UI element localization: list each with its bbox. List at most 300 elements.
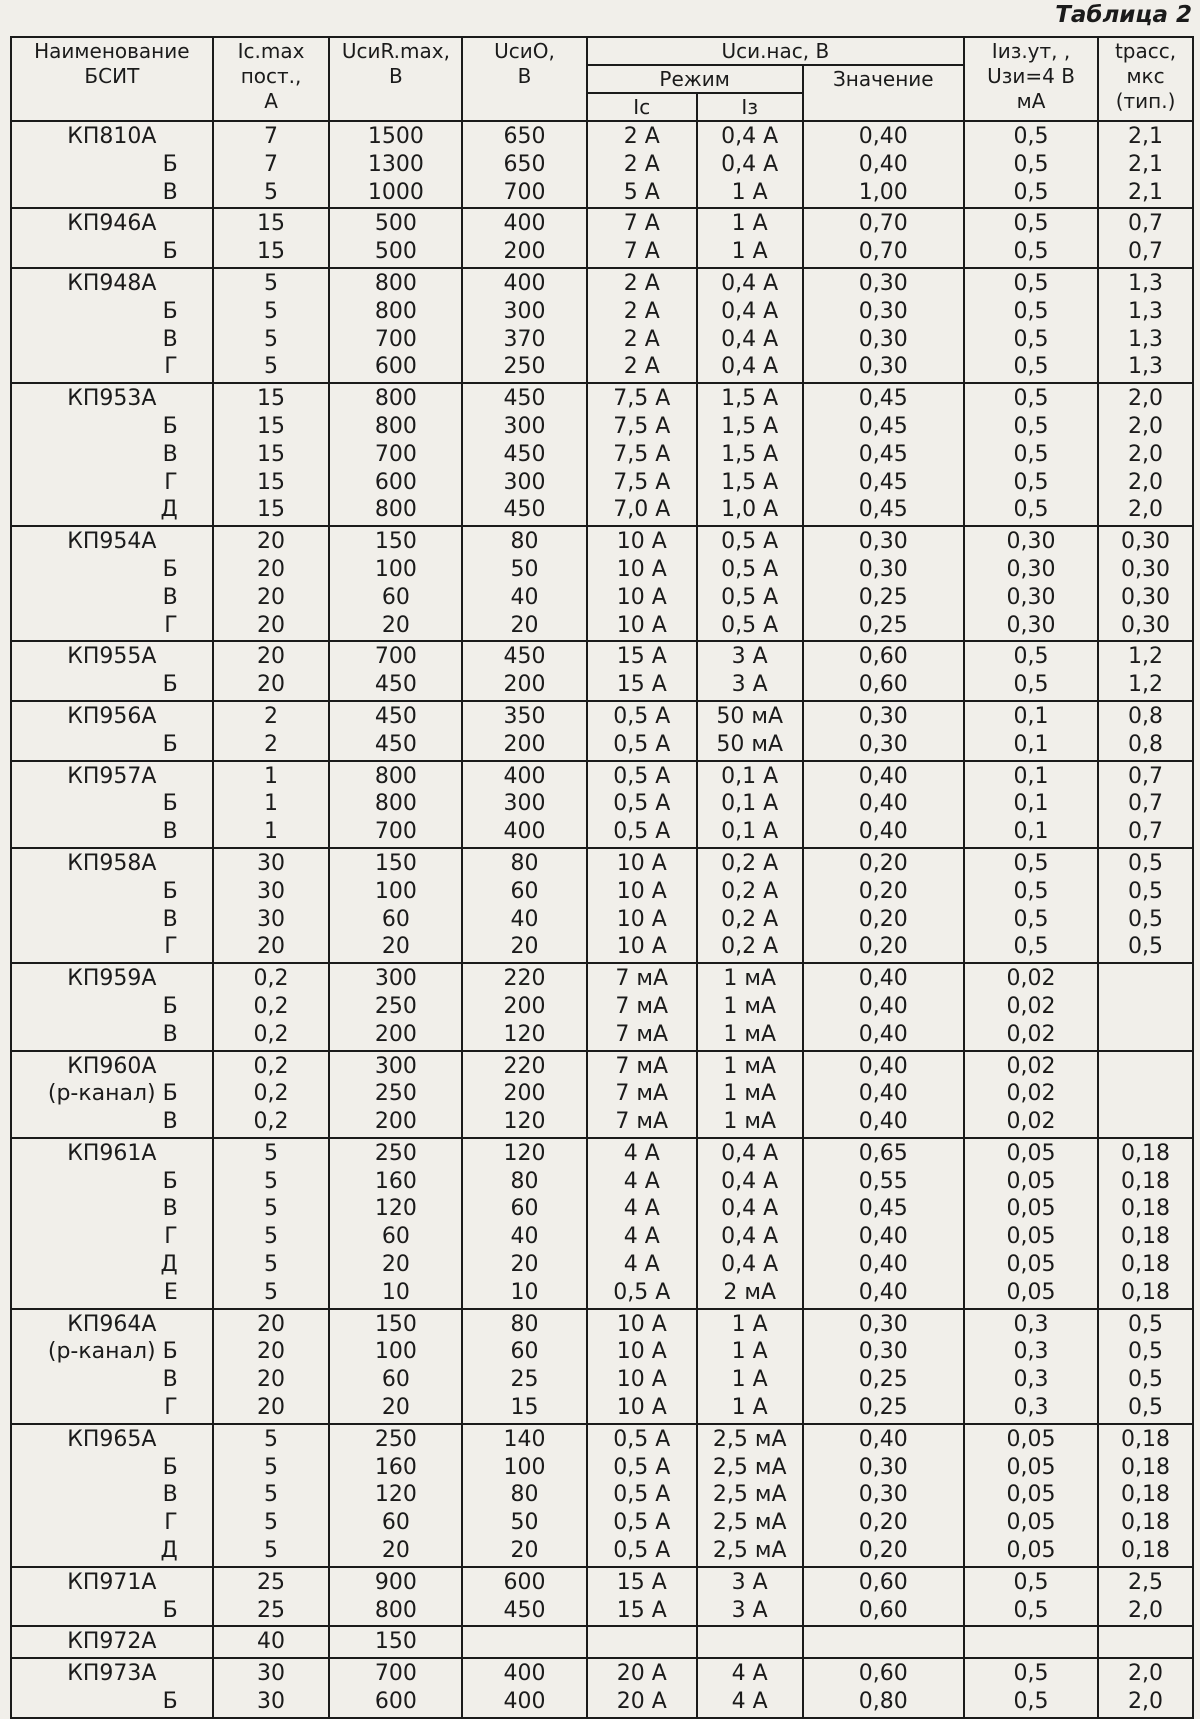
cell-name-line: В bbox=[162, 819, 178, 845]
cell-ic-max bbox=[213, 848, 330, 963]
cell-value-line: 0,40 bbox=[858, 151, 908, 177]
cell-mode-ic-line: 0,5 А bbox=[613, 1482, 671, 1508]
cell-mode-ic-line: 20 А bbox=[616, 1661, 667, 1687]
cell-ucio-line: 200 bbox=[503, 731, 546, 757]
cell-trass bbox=[1098, 1051, 1193, 1138]
cell-ucio-line: 600 bbox=[503, 1569, 546, 1595]
cell-mode-iz-line: 0,5 А bbox=[721, 556, 779, 582]
cell-mode-iz bbox=[697, 1309, 803, 1424]
cell-ucio bbox=[462, 1051, 586, 1138]
cell-mode-iz-line: 0,4 А bbox=[721, 270, 779, 296]
cell-ucio-line: 120 bbox=[503, 1109, 546, 1135]
cell-ucio-line: 80 bbox=[510, 850, 539, 876]
cell-value-line: 0,30 bbox=[858, 1482, 908, 1508]
cell-trass bbox=[1098, 761, 1193, 848]
cell-name-line: Г bbox=[164, 354, 178, 380]
cell-ic-max-line: 20 bbox=[257, 672, 286, 698]
cell-mode-iz-line: 1,5 А bbox=[721, 469, 779, 495]
cell-ucir-max bbox=[329, 1309, 462, 1424]
cell-trass-line: 0,5 bbox=[1128, 1367, 1164, 1393]
cell-value-line: 0,25 bbox=[858, 584, 908, 610]
cell-mode-iz-line: 2,5 мА bbox=[712, 1482, 787, 1508]
cell-ucio-line: 60 bbox=[510, 1196, 539, 1222]
cell-value-line: 0,30 bbox=[858, 1339, 908, 1365]
cell-izut-line: 0,05 bbox=[1006, 1140, 1056, 1166]
cell-ucir-max-line: 100 bbox=[374, 556, 417, 582]
cell-mode-ic-line: 0,5 А bbox=[613, 1279, 671, 1305]
cell-ic-max-line: 15 bbox=[257, 497, 286, 523]
cell-ucir-max-line: 10 bbox=[381, 1279, 410, 1305]
cell-ucir-max bbox=[329, 701, 462, 761]
cell-ic-max-line: 30 bbox=[257, 1661, 286, 1687]
cell-name-line: КП960А bbox=[67, 1053, 157, 1079]
cell-mode-ic bbox=[587, 1309, 697, 1424]
cell-mode-ic-line: 10 А bbox=[616, 878, 667, 904]
cell-mode-ic-line: 0,5 А bbox=[613, 731, 671, 757]
cell-ucio-line: 350 bbox=[503, 703, 546, 729]
cell-value-line: 0,30 bbox=[858, 556, 908, 582]
col-header-mode: Режим bbox=[587, 65, 803, 93]
cell-mode-ic bbox=[587, 1051, 697, 1138]
cell-mode-iz-line: 0,4 А bbox=[721, 1252, 779, 1278]
cell-value bbox=[803, 1051, 964, 1138]
cell-ucio-line: 40 bbox=[510, 584, 539, 610]
cell-izut-line: 0,02 bbox=[1006, 966, 1056, 992]
cell-trass-line: 0,18 bbox=[1121, 1196, 1171, 1222]
cell-trass bbox=[1098, 1658, 1193, 1718]
cell-ic-max-line: 2 bbox=[264, 703, 279, 729]
cell-name-line: КП948А bbox=[67, 270, 157, 296]
cell-value-line: 0,20 bbox=[858, 878, 908, 904]
cell-name-line: Г bbox=[164, 612, 178, 638]
table-row bbox=[11, 1051, 1193, 1138]
cell-value-line bbox=[808, 1628, 959, 1656]
cell-ucio-line: 450 bbox=[503, 441, 546, 467]
cell-mode-ic bbox=[587, 208, 697, 268]
cell-izut-line: 0,5 bbox=[1013, 151, 1049, 177]
cell-trass-line: 1,2 bbox=[1128, 672, 1164, 698]
cell-izut-line: 0,5 bbox=[1013, 469, 1049, 495]
cell-value-line: 0,20 bbox=[858, 1510, 908, 1536]
cell-trass-line: 0,5 bbox=[1128, 1311, 1164, 1337]
cell-name bbox=[11, 963, 213, 1050]
cell-ucio-line: 80 bbox=[510, 529, 539, 555]
cell-ucio bbox=[462, 1424, 586, 1567]
cell-mode-ic-line: 15 А bbox=[616, 1597, 667, 1623]
cell-ucir-max bbox=[329, 1658, 462, 1718]
cell-ucir-max bbox=[329, 1567, 462, 1627]
cell-ucio-line: 400 bbox=[503, 270, 546, 296]
cell-izut bbox=[964, 641, 1098, 701]
cell-mode-iz bbox=[697, 848, 803, 963]
cell-mode-iz-line: 3 А bbox=[731, 1569, 768, 1595]
cell-ic-max-line: 5 bbox=[264, 1279, 279, 1305]
cell-mode-iz-line: 0,4 А bbox=[721, 298, 779, 324]
cell-name-line: КП956А bbox=[67, 703, 157, 729]
cell-izut bbox=[964, 383, 1098, 526]
cell-ic-max bbox=[213, 121, 330, 208]
cell-value-line: 0,30 bbox=[858, 298, 908, 324]
cell-trass bbox=[1098, 383, 1193, 526]
cell-izut-line: 0,02 bbox=[1006, 993, 1056, 1019]
cell-trass bbox=[1098, 1138, 1193, 1309]
cell-name-line: КП961А bbox=[67, 1140, 157, 1166]
cell-izut-line: 0,5 bbox=[1013, 1661, 1049, 1687]
cell-value-line: 0,45 bbox=[858, 497, 908, 523]
cell-ucio-line: 80 bbox=[510, 1168, 539, 1194]
cell-mode-ic bbox=[587, 1567, 697, 1627]
cell-ucir-max-line: 700 bbox=[374, 441, 417, 467]
cell-ic-max-line: 5 bbox=[264, 1510, 279, 1536]
cell-izut-line: 0,5 bbox=[1013, 934, 1049, 960]
cell-mode-ic-line: 2 А bbox=[623, 298, 660, 324]
cell-mode-ic-line: 7,5 А bbox=[613, 413, 671, 439]
cell-mode-iz-line: 0,4 А bbox=[721, 326, 779, 352]
table-row bbox=[11, 1658, 1193, 1718]
cell-mode-ic bbox=[587, 761, 697, 848]
cell-mode-iz-line: 2,5 мА bbox=[712, 1510, 787, 1536]
cell-ucir-max-line: 700 bbox=[374, 819, 417, 845]
cell-izut-line: 0,02 bbox=[1006, 1053, 1056, 1079]
cell-trass bbox=[1098, 268, 1193, 383]
cell-ic-max bbox=[213, 1051, 330, 1138]
cell-ucio-line: 400 bbox=[503, 763, 546, 789]
cell-mode-iz-line: 1 А bbox=[731, 179, 768, 205]
cell-ic-max-line: 15 bbox=[257, 239, 286, 265]
cell-ucio-line: 80 bbox=[510, 1482, 539, 1508]
cell-izut-line: 0,05 bbox=[1006, 1196, 1056, 1222]
cell-mode-ic-line: 15 А bbox=[616, 644, 667, 670]
cell-name-line: КП973А bbox=[67, 1661, 157, 1687]
cell-ucir-max-line: 60 bbox=[381, 584, 410, 610]
cell-name-line: КП972А bbox=[67, 1629, 157, 1655]
cell-value bbox=[803, 641, 964, 701]
cell-value-line: 0,60 bbox=[858, 1597, 908, 1623]
cell-name bbox=[11, 1424, 213, 1567]
cell-trass-line: 2,1 bbox=[1128, 179, 1164, 205]
cell-ic-max bbox=[213, 1626, 330, 1658]
cell-izut-line: 0,5 bbox=[1013, 179, 1049, 205]
cell-ucir-max-line: 600 bbox=[374, 1689, 417, 1715]
table-row bbox=[11, 1424, 1193, 1567]
cell-name bbox=[11, 848, 213, 963]
cell-mode-iz bbox=[697, 761, 803, 848]
cell-mode-ic bbox=[587, 1424, 697, 1567]
cell-izut-line: 0,5 bbox=[1013, 850, 1049, 876]
cell-ic-max-line: 20 bbox=[257, 1311, 286, 1337]
cell-value bbox=[803, 383, 964, 526]
cell-izut bbox=[964, 1567, 1098, 1627]
cell-ic-max-line: 25 bbox=[257, 1569, 286, 1595]
cell-name-line: В bbox=[162, 179, 178, 205]
cell-name-line: Б bbox=[162, 1168, 178, 1194]
cell-trass bbox=[1098, 641, 1193, 701]
cell-mode-iz bbox=[697, 701, 803, 761]
cell-name bbox=[11, 1658, 213, 1718]
cell-ucio-line: 60 bbox=[510, 878, 539, 904]
cell-name-line: КП964А bbox=[67, 1311, 157, 1337]
cell-name-line: В bbox=[162, 1021, 178, 1047]
cell-ucio-line: 450 bbox=[503, 644, 546, 670]
cell-mode-iz-line: 3 А bbox=[731, 1597, 768, 1623]
cell-izut-line: 0,3 bbox=[1013, 1395, 1049, 1421]
cell-value bbox=[803, 1424, 964, 1567]
table-row bbox=[11, 1138, 1193, 1309]
cell-name bbox=[11, 121, 213, 208]
table-row bbox=[11, 1626, 1193, 1658]
table-caption: Таблица 2 bbox=[1055, 2, 1192, 28]
cell-izut-line: 0,05 bbox=[1006, 1252, 1056, 1278]
cell-ic-max-line: 15 bbox=[257, 386, 286, 412]
cell-ucir-max-line: 800 bbox=[374, 763, 417, 789]
cell-ucir-max-line: 60 bbox=[381, 1224, 410, 1250]
cell-ucir-max-line: 200 bbox=[374, 1021, 417, 1047]
cell-trass-line: 0,30 bbox=[1121, 584, 1171, 610]
cell-mode-ic-line: 15 А bbox=[616, 672, 667, 698]
cell-ic-max bbox=[213, 1309, 330, 1424]
cell-mode-iz-line: 0,2 А bbox=[721, 850, 779, 876]
cell-value-line: 0,70 bbox=[858, 211, 908, 237]
cell-ucio-line: 10 bbox=[510, 1279, 539, 1305]
cell-name bbox=[11, 208, 213, 268]
cell-ic-max-line: 1 bbox=[264, 819, 279, 845]
cell-mode-iz-line: 1 мА bbox=[723, 966, 777, 992]
cell-izut-line: 0,05 bbox=[1006, 1510, 1056, 1536]
cell-mode-ic-line: 10 А bbox=[616, 934, 667, 960]
cell-value bbox=[803, 1567, 964, 1627]
cell-izut-line: 0,3 bbox=[1013, 1311, 1049, 1337]
cell-mode-ic bbox=[587, 383, 697, 526]
cell-mode-ic-line: 0,5 А bbox=[613, 791, 671, 817]
cell-trass-line: 0,30 bbox=[1121, 556, 1171, 582]
cell-trass-line bbox=[1103, 1053, 1188, 1081]
cell-mode-iz bbox=[697, 1567, 803, 1627]
cell-trass-line: 0,5 bbox=[1128, 1395, 1164, 1421]
cell-ic-max-line: 30 bbox=[257, 878, 286, 904]
cell-ucir-max-line: 600 bbox=[374, 354, 417, 380]
cell-ucir-max-line: 100 bbox=[374, 1339, 417, 1365]
cell-ic-max-line: 20 bbox=[257, 612, 286, 638]
cell-ucir-max-line: 20 bbox=[381, 612, 410, 638]
table-header bbox=[11, 37, 1193, 121]
cell-mode-iz-line: 1 А bbox=[731, 211, 768, 237]
cell-izut bbox=[964, 1309, 1098, 1424]
cell-trass bbox=[1098, 1626, 1193, 1658]
cell-mode-ic-line: 10 А bbox=[616, 1311, 667, 1337]
cell-ucir-max-line: 800 bbox=[374, 386, 417, 412]
cell-mode-ic-line: 7 мА bbox=[615, 1021, 669, 1047]
cell-izut-line: 0,5 bbox=[1013, 1597, 1049, 1623]
cell-trass-line: 2,0 bbox=[1128, 386, 1164, 412]
cell-ucio bbox=[462, 526, 586, 641]
cell-value bbox=[803, 208, 964, 268]
cell-mode-ic-line: 10 А bbox=[616, 556, 667, 582]
cell-ic-max bbox=[213, 761, 330, 848]
cell-ucir-max-line: 300 bbox=[374, 1053, 417, 1079]
cell-value bbox=[803, 963, 964, 1050]
cell-ic-max-line: 7 bbox=[264, 124, 279, 149]
cell-ucir-max-line: 120 bbox=[374, 1482, 417, 1508]
cell-ic-max-line: 5 bbox=[264, 1252, 279, 1278]
cell-mode-iz-line bbox=[702, 1628, 798, 1656]
cell-ic-max-line: 20 bbox=[257, 1339, 286, 1365]
cell-name-line: КП971А bbox=[67, 1569, 157, 1595]
cell-trass bbox=[1098, 1567, 1193, 1627]
cell-name-line: Б bbox=[162, 556, 178, 582]
cell-trass-line: 0,18 bbox=[1121, 1510, 1171, 1536]
cell-name-line: КП958А bbox=[67, 850, 157, 876]
cell-ucir-max-line: 250 bbox=[374, 993, 417, 1019]
cell-mode-iz-line: 0,4 А bbox=[721, 1140, 779, 1166]
cell-trass-line: 0,5 bbox=[1128, 906, 1164, 932]
cell-ucir-max bbox=[329, 1424, 462, 1567]
cell-ic-max-line: 15 bbox=[257, 211, 286, 237]
cell-ucir-max bbox=[329, 526, 462, 641]
cell-value-line: 0,25 bbox=[858, 1395, 908, 1421]
cell-izut-line: 0,05 bbox=[1006, 1224, 1056, 1250]
cell-ic-max-line: 0,2 bbox=[253, 1081, 289, 1107]
cell-ucir-max bbox=[329, 761, 462, 848]
table-row bbox=[11, 268, 1193, 383]
cell-ucio-line: 15 bbox=[510, 1395, 539, 1421]
cell-trass-line: 0,18 bbox=[1121, 1279, 1171, 1305]
cell-trass-line bbox=[1103, 1108, 1188, 1136]
cell-mode-ic-line: 10 А bbox=[616, 1367, 667, 1393]
cell-izut-line: 0,5 bbox=[1013, 211, 1049, 237]
cell-ic-max-line: 5 bbox=[264, 326, 279, 352]
cell-ucio-line: 300 bbox=[503, 413, 546, 439]
cell-ic-max-line: 5 bbox=[264, 1168, 279, 1194]
cell-value-line: 0,45 bbox=[858, 441, 908, 467]
cell-mode-iz bbox=[697, 208, 803, 268]
cell-ucio bbox=[462, 1626, 586, 1658]
cell-mode-iz-line: 4 А bbox=[731, 1661, 768, 1687]
cell-izut-line: 0,1 bbox=[1013, 791, 1049, 817]
cell-trass bbox=[1098, 1424, 1193, 1567]
cell-ucir-max-line: 250 bbox=[374, 1140, 417, 1166]
table-row bbox=[11, 848, 1193, 963]
cell-ic-max bbox=[213, 268, 330, 383]
cell-izut-line: 0,5 bbox=[1013, 1689, 1049, 1715]
cell-izut-line: 0,5 bbox=[1013, 298, 1049, 324]
cell-value-line: 0,40 bbox=[858, 763, 908, 789]
cell-value-line: 0,20 bbox=[858, 934, 908, 960]
cell-name-line: КП965А bbox=[67, 1426, 157, 1452]
cell-mode-iz-line: 50 мА bbox=[716, 731, 784, 757]
cell-mode-iz-line: 0,4 А bbox=[721, 124, 779, 149]
cell-ic-max-line: 20 bbox=[257, 529, 286, 555]
cell-mode-ic-line: 4 А bbox=[623, 1196, 660, 1222]
cell-ucir-max bbox=[329, 963, 462, 1050]
cell-mode-ic-line: 0,5 А bbox=[613, 1454, 671, 1480]
cell-ucir-max bbox=[329, 1051, 462, 1138]
cell-izut-line: 0,5 bbox=[1013, 878, 1049, 904]
cell-mode-ic bbox=[587, 1626, 697, 1658]
cell-mode-ic-line: 10 А bbox=[616, 529, 667, 555]
cell-ucir-max-line: 600 bbox=[374, 469, 417, 495]
cell-value-line: 0,30 bbox=[858, 326, 908, 352]
cell-name-line: В bbox=[162, 584, 178, 610]
cell-izut-line: 0,02 bbox=[1006, 1081, 1056, 1107]
cell-ucir-max-line: 800 bbox=[374, 791, 417, 817]
cell-name-line: В bbox=[162, 1109, 178, 1135]
cell-ic-max-line: 30 bbox=[257, 1689, 286, 1715]
cell-izut-line: 0,5 bbox=[1013, 386, 1049, 412]
cell-ucir-max-line: 120 bbox=[374, 1196, 417, 1222]
cell-ic-max-line: 5 bbox=[264, 1538, 279, 1564]
cell-mode-iz-line: 2,5 мА bbox=[712, 1538, 787, 1564]
cell-ucio-line: 400 bbox=[503, 211, 546, 237]
cell-ucio-line: 200 bbox=[503, 672, 546, 698]
table-row bbox=[11, 208, 1193, 268]
cell-trass-line bbox=[1103, 993, 1188, 1021]
cell-value-line: 1,00 bbox=[858, 179, 908, 205]
cell-ucir-max-line: 300 bbox=[374, 966, 417, 992]
cell-trass-line: 2,0 bbox=[1128, 1597, 1164, 1623]
cell-ic-max bbox=[213, 383, 330, 526]
cell-ucir-max-line: 150 bbox=[374, 1629, 417, 1655]
cell-mode-iz bbox=[697, 963, 803, 1050]
cell-ic-max-line: 20 bbox=[257, 556, 286, 582]
cell-mode-iz-line: 0,5 А bbox=[721, 612, 779, 638]
cell-ucio-line: 120 bbox=[503, 1021, 546, 1047]
cell-mode-iz-line: 1 А bbox=[731, 1311, 768, 1337]
cell-izut-line bbox=[969, 1628, 1093, 1656]
cell-mode-ic-line: 5 А bbox=[623, 179, 660, 205]
col-header-ic: Ic bbox=[587, 93, 697, 121]
cell-ic-max bbox=[213, 208, 330, 268]
cell-mode-iz-line: 3 А bbox=[731, 644, 768, 670]
cell-ucir-max-line: 60 bbox=[381, 1510, 410, 1536]
cell-name-line: Б bbox=[162, 672, 178, 698]
cell-ucir-max-line: 700 bbox=[374, 644, 417, 670]
cell-value-line: 0,30 bbox=[858, 703, 908, 729]
table-row bbox=[11, 701, 1193, 761]
cell-mode-ic-line: 4 А bbox=[623, 1224, 660, 1250]
cell-ucir-max-line: 60 bbox=[381, 906, 410, 932]
cell-ucio bbox=[462, 1567, 586, 1627]
cell-ucir-max-line: 450 bbox=[374, 672, 417, 698]
cell-trass-line bbox=[1103, 1080, 1188, 1108]
cell-ic-max-line: 1 bbox=[264, 763, 279, 789]
cell-ucir-max bbox=[329, 208, 462, 268]
cell-mode-ic-line: 2 А bbox=[623, 326, 660, 352]
cell-mode-ic-line: 10 А bbox=[616, 850, 667, 876]
cell-ucio-line: 400 bbox=[503, 819, 546, 845]
cell-mode-ic-line: 7,5 А bbox=[613, 469, 671, 495]
cell-mode-ic-line: 2 А bbox=[623, 354, 660, 380]
cell-trass-line: 0,5 bbox=[1128, 878, 1164, 904]
cell-mode-ic bbox=[587, 848, 697, 963]
cell-value-line: 0,60 bbox=[858, 1661, 908, 1687]
cell-mode-ic bbox=[587, 963, 697, 1050]
cell-mode-iz-line: 1 А bbox=[731, 1339, 768, 1365]
cell-value-line: 0,40 bbox=[858, 791, 908, 817]
cell-ic-max-line: 7 bbox=[264, 151, 279, 177]
cell-ucir-max-line: 700 bbox=[374, 1661, 417, 1687]
cell-ucio-line: 20 bbox=[510, 1538, 539, 1564]
cell-izut-line: 0,05 bbox=[1006, 1538, 1056, 1564]
cell-mode-iz-line: 1 мА bbox=[723, 1021, 777, 1047]
cell-ic-max-line: 0,2 bbox=[253, 1021, 289, 1047]
cell-ucio-line: 20 bbox=[510, 934, 539, 960]
cell-ucio-line: 400 bbox=[503, 1689, 546, 1715]
cell-name-line: КП810А bbox=[67, 124, 157, 149]
cell-name-line: КП959А bbox=[67, 966, 157, 992]
cell-name-line: В bbox=[162, 1482, 178, 1508]
cell-ucio bbox=[462, 268, 586, 383]
cell-name-line: (р-канал) Б bbox=[47, 1081, 178, 1107]
